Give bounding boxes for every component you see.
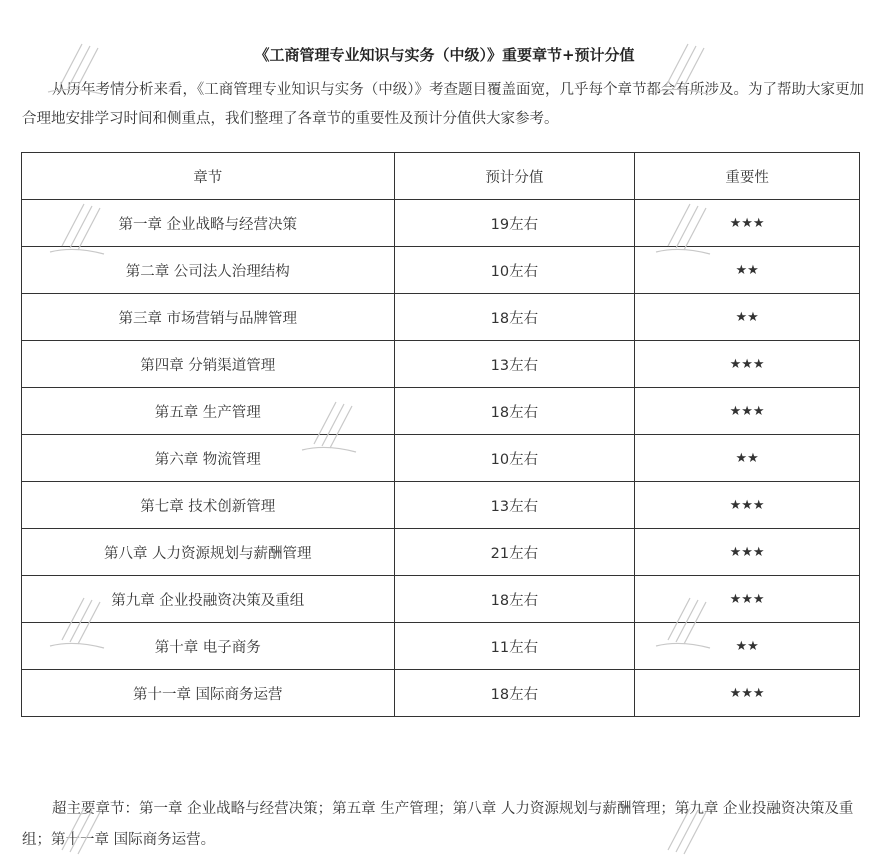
chapter-cell: 第十一章 国际商务运营 (22, 670, 395, 717)
chapter-cell: 第六章 物流管理 (22, 435, 395, 482)
header-importance: 重要性 (635, 153, 860, 200)
score-cell: 11左右 (394, 623, 635, 670)
table-row (22, 388, 860, 435)
score-cell: 21左右 (394, 529, 635, 576)
importance-cell: ★★ (635, 247, 860, 294)
importance-cell: ★★★ (635, 529, 860, 576)
score-cell: 18左右 (394, 576, 635, 623)
importance-cell: ★★★ (635, 388, 860, 435)
intro-paragraph: 从历年考情分析来看，《工商管理专业知识与实务（中级）》考查题目覆盖面宽，几乎每个章节都会有所涉及。为了帮助大家更加合理地安排学习时间和侧重点，我们整理了各章节的重要性及预计分值供大家参考。 (22, 82, 864, 127)
score-cell: 19左右 (394, 200, 635, 247)
table-row (22, 670, 860, 717)
score-cell: 18左右 (394, 670, 635, 717)
score-cell: 10左右 (394, 435, 635, 482)
importance-cell: ★★★ (635, 341, 860, 388)
chapter-cell: 第四章 分销渠道管理 (22, 341, 395, 388)
score-cell: 13左右 (394, 341, 635, 388)
table-header-row (22, 153, 860, 200)
chapter-cell: 第十章 电子商务 (22, 623, 395, 670)
table-row (22, 247, 860, 294)
score-cell: 10左右 (394, 247, 635, 294)
chapter-cell: 第八章 人力资源规划与薪酬管理 (22, 529, 395, 576)
chapter-table (21, 152, 860, 717)
score-cell: 13左右 (394, 482, 635, 529)
score-cell: 18左右 (394, 388, 635, 435)
importance-cell: ★★★ (635, 576, 860, 623)
table-row (22, 294, 860, 341)
chapter-cell: 第五章 生产管理 (22, 388, 395, 435)
table-row (22, 529, 860, 576)
importance-cell: ★★★ (635, 670, 860, 717)
chapter-cell: 第三章 市场营销与品牌管理 (22, 294, 395, 341)
table-row (22, 341, 860, 388)
importance-cell: ★★ (635, 435, 860, 482)
chapter-cell: 第二章 公司法人治理结构 (22, 247, 395, 294)
table-row (22, 623, 860, 670)
importance-cell: ★★ (635, 294, 860, 341)
importance-cell: ★★ (635, 623, 860, 670)
table-row (22, 435, 860, 482)
importance-cell: ★★★ (635, 482, 860, 529)
table-row (22, 482, 860, 529)
page-title: 《工商管理专业知识与实务（中级）》重要章节+预计分值 (254, 46, 635, 64)
header-chapter: 章节 (22, 153, 395, 200)
table-row (22, 576, 860, 623)
chapter-cell: 第一章 企业战略与经营决策 (22, 200, 395, 247)
chapter-cell: 第七章 技术创新管理 (22, 482, 395, 529)
importance-cell: ★★★ (635, 200, 860, 247)
header-score: 预计分值 (394, 153, 635, 200)
summary-paragraph: 超主要章节：第一章 企业战略与经营决策；第五章 生产管理；第八章 人力资源规划与薪酬管理；第九章 企业投融资决策及重组；第十一章 国际商务运营。 (22, 801, 854, 848)
chapter-cell: 第九章 企业投融资决策及重组 (22, 576, 395, 623)
table-row (22, 200, 860, 247)
score-cell: 18左右 (394, 294, 635, 341)
